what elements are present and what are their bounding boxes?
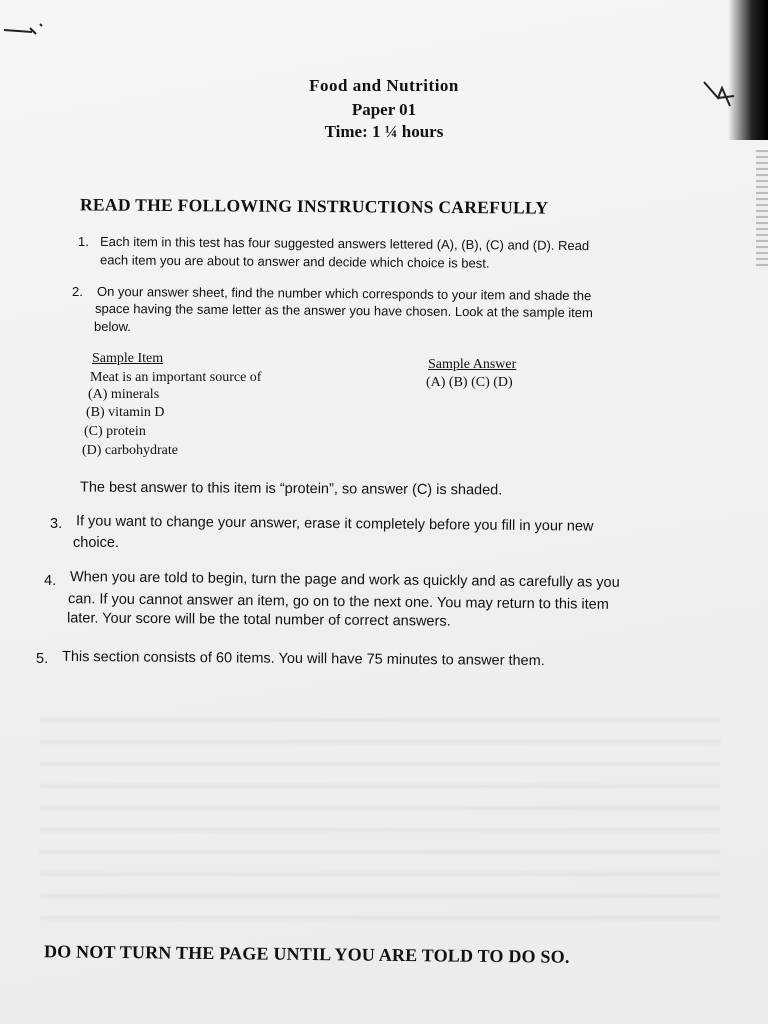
item-1-line-1: Each item in this test has four suggested answers lettered (A), (B), (C) and (D). Read [99, 233, 590, 254]
pen-mark-icon [2, 20, 48, 38]
item-2-line-2: space having the same letter as the answer you have chosen. Look at the sample item [94, 300, 593, 321]
sample-option: (B) vitamin D [86, 405, 165, 420]
underlying-page-edge [756, 150, 768, 270]
item-number: 1. [78, 234, 89, 249]
item-4-line-1: When you are told to begin, turn the page and work as quickly and as carefully as you [69, 569, 620, 591]
item-2-line-3: below. [94, 319, 131, 334]
item-1-line-2: each item you are about to answer and decide which choice is best. [99, 252, 490, 271]
instructions-heading: READ THE FOLLOWING INSTRUCTIONS CAREFULLY [79, 194, 549, 218]
sample-answer-heading: Sample Answer [428, 357, 517, 372]
sample-option: (D) carbohydrate [82, 443, 179, 458]
item-5-line-1: This section consists of 60 items. You will have 75 minutes to answer them. [61, 648, 545, 670]
paper-number: Paper 01 [351, 100, 417, 119]
item-4-line-2: can. If you cannot answer an item, go on to the next one. You may return to this item [67, 591, 609, 613]
item-number: 5. [36, 651, 49, 667]
bleed-through-text [40, 700, 720, 920]
item-2-line-1: On your answer sheet, find the number which corresponds to your item and shade the [96, 283, 592, 304]
sample-question: Meat is an important source of [90, 370, 262, 385]
sample-answer-options: (A) (B) (C) (D) [426, 375, 513, 390]
exam-title: Food and Nutrition [309, 76, 459, 95]
footer-warning: DO NOT TURN THE PAGE UNTIL YOU ARE TOLD TO DO SO. [43, 941, 570, 967]
sample-option: (A) minerals [88, 387, 160, 402]
item-number: 2. [72, 284, 83, 299]
item-3-line-2: choice. [73, 535, 119, 551]
sample-item-heading: Sample Item [92, 351, 164, 366]
item-3-line-1: If you want to change your answer, erase it completely before you fill in your new [75, 513, 594, 535]
time-allowed: Time: 1 ¼ hours [324, 122, 444, 141]
sample-explanation: The best answer to this item is “protein”, so answer (C) is shaded. [79, 479, 503, 499]
item-number: 3. [50, 516, 63, 532]
item-number: 4. [44, 573, 57, 589]
sample-option: (C) protein [84, 424, 146, 439]
item-4-line-3: later. Your score will be the total number of correct answers. [66, 610, 451, 630]
